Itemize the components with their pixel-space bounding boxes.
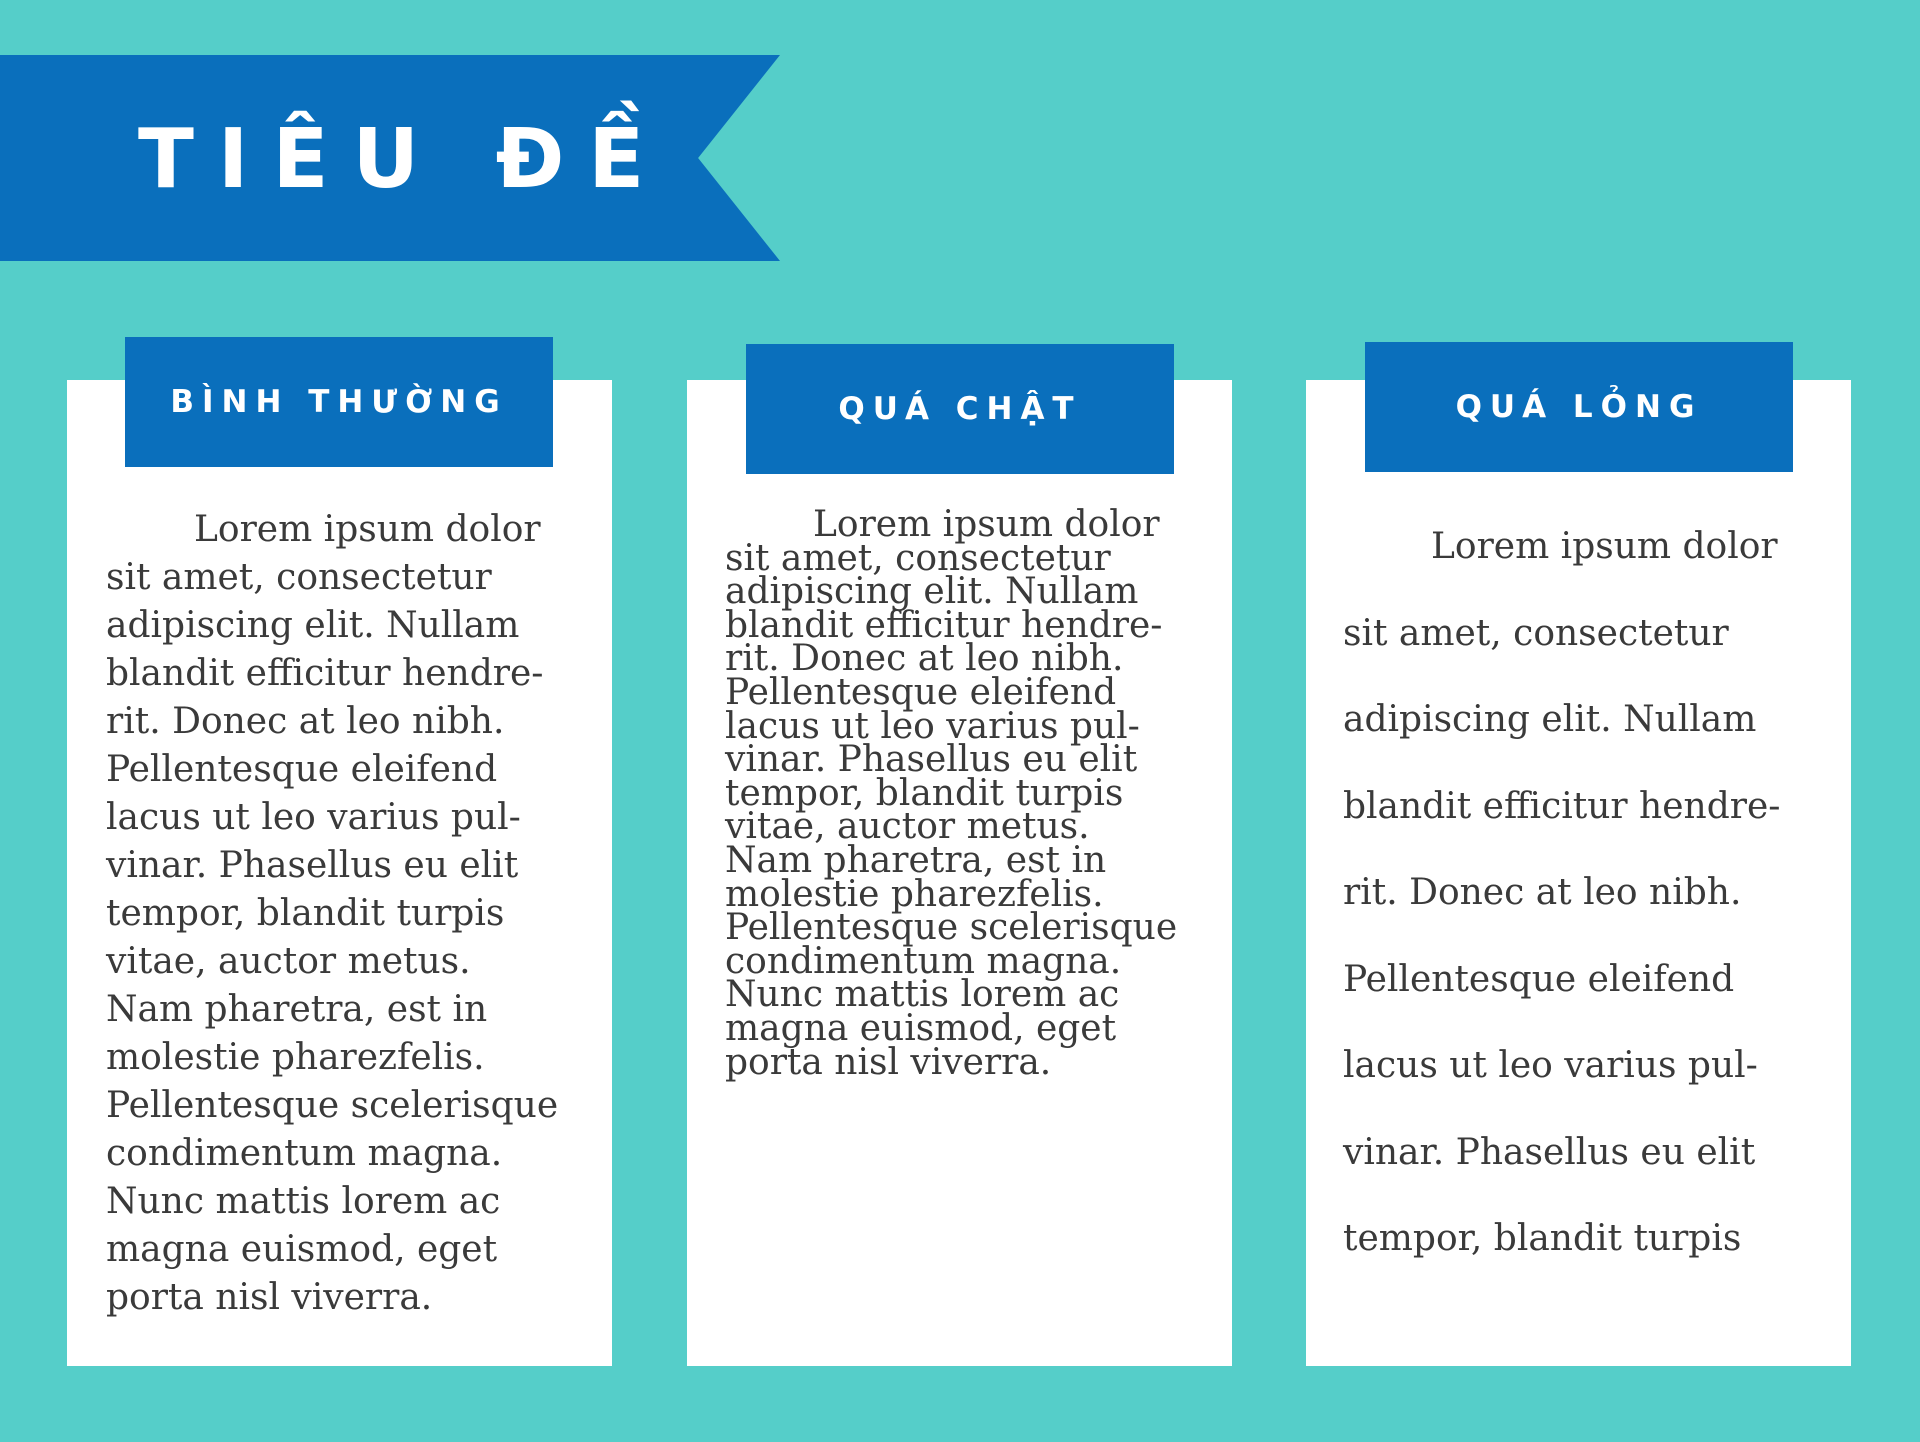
column-heading-normal: BÌNH THƯỜNG <box>125 337 553 467</box>
sample-paragraph-tight: Lorem ipsum dolor sit amet, consectetur adipiscing elit. Nullam blandit efficitur hendre- rit. Donec at leo nibh. Pellentesque eleifend lacus ut leo varius pul- vinar. Phasellus eu elit tempor, blandit turpis vitae, auctor metus. Nam pharetra, est in molestie pharezfelis. Pellentesque scelerisque condimentum magna. Nunc mattis lorem ac magna euismod, eget porta nisl viverra. <box>725 504 1178 1083</box>
sample-paragraph-normal: Lorem ipsum dolor sit amet, consectetur adipiscing elit. Nullam blandit efficitur hendre- rit. Donec at leo nibh. Pellentesque eleifend lacus ut leo varius pul- vinar. Phasellus eu elit tempor, blandit turpis vitae, auctor metus. Nam pharetra, est in molestie pharezfelis. Pellentesque scelerisque condimentum magna. Nunc mattis lorem ac magna euismod, eget porta nisl viverra. <box>106 509 559 1318</box>
column-heading-tight: QUÁ CHẬT <box>746 344 1174 474</box>
sample-paragraph-loose: Lorem ipsum dolor sit amet, consectetur adipiscing elit. Nullam blandit efficitur hendre- rit. Donec at leo nibh. Pellentesque eleifend lacus ut leo varius pul- vinar. Phasellus eu elit tempor, blandit turpis <box>1343 526 1781 1259</box>
column-heading-loose: QUÁ LỎNG <box>1365 342 1793 472</box>
banner-title: TIÊU ĐỀ <box>138 112 669 207</box>
